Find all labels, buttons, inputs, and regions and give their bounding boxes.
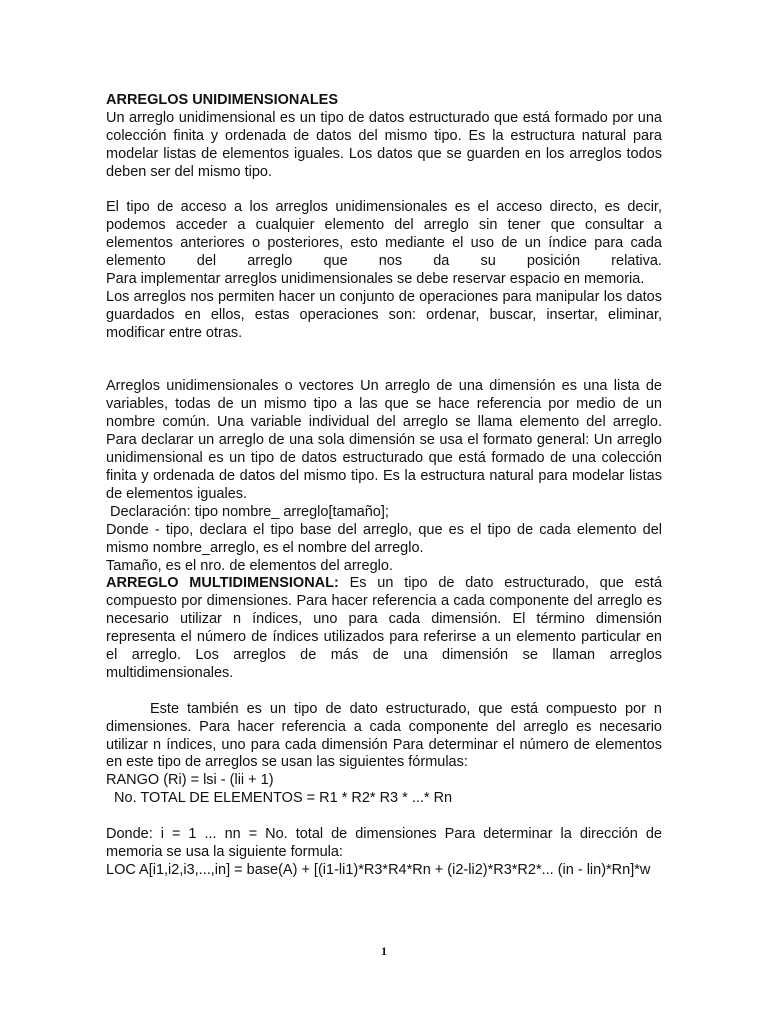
spread-word: posición [526, 253, 581, 270]
blank-line [106, 683, 662, 701]
page-number: 1 [381, 944, 387, 958]
spread-word: relativa. [611, 253, 662, 270]
blank-line [106, 182, 662, 200]
formula-total: No. TOTAL DE ELEMENTOS = R1 * R2* R3 * ...* Rn [106, 790, 453, 807]
section-heading: ARREGLOS UNIDIMENSIONALES [106, 92, 339, 108]
multi-text: Es un tipo de dato estructurado, que está compuesto por dimensiones. Para hacer referencia a cada componente del arreglo es necesario utilizar n índices, uno para cada dimensión. El término dimensión representa el número de índices utilizados para referirse a un elemento particular en el arreglo. Los arreglos de más de una dimensión se llaman arreglos multidimensionales. [106, 575, 663, 681]
paragraph-multidimensional [106, 575, 662, 682]
paragraph-size: Tamaño, es el nro. de elementos del arreglo. [106, 557, 393, 574]
spread-word: su [480, 253, 496, 270]
paragraph-access-last-line [106, 253, 662, 271]
spread-word: arreglo [247, 253, 293, 270]
multi-heading: ARREGLO MULTIDIMENSIONAL: [106, 575, 339, 592]
paragraph-operations: Los arreglos nos permiten hacer un conjunto de operaciones para manipular los datos guardados en ellos, estas operaciones son: ordenar, buscar, insertar, eliminar, modificar entre otras. [106, 288, 662, 341]
paragraph-where: Donde - tipo, declara el tipo base del arreglo, que es el tipo de cada elemento del mismo nombre_arreglo, es el nombre del arreglo. [106, 521, 662, 556]
paragraph-where-dimensions: Donde: i = 1 ... nn = No. total de dimensiones Para determinar la dirección de memoria se usa la siguiente formula: [106, 826, 662, 860]
formula-loc: LOC A[i1,i2,i3,...,in] = base(A) + [(i1-li1)*R3*R4*Rn + (i2-li2)*R3*R2*... (in - lin)*Rn]*w [106, 861, 651, 878]
spread-word: da [433, 253, 450, 270]
paragraph-memory: Para implementar arreglos unidimensionales se debe reservar espacio en memoria. [106, 271, 645, 288]
paragraph-access: El tipo de acceso a los arreglos unidimensionales es el acceso directo, es decir, podemos acceder a cualquier elemento del arreglo sin tener que consultar a elementos anteriores o posteriores, esto mediante el uso de un índice para cada [106, 199, 662, 252]
formula-rango: RANGO (Ri) = lsi - (lii + 1) [106, 772, 274, 789]
spread-word: del [196, 253, 217, 270]
paragraph-multi-detail: Este también es un tipo de dato estructurado, que está compuesto por n dimensiones. Para hacer referencia a cada componente del arreglo es necesario utilizar n índices, uno para cada dimensión Para determinar el número de elementos en este tipo de arreglos se usan las siguientes fórmulas: [106, 700, 662, 771]
paragraph-intro: Un arreglo unidimensional es un tipo de datos estructurado que está formado por una colección finita y ordenada de datos del mismo tipo. Es la estructura natural para modelar listas de elementos iguales. Los datos que se guarden en los arreglos todos deben ser del mismo tipo. [106, 109, 662, 180]
declaration-line: Declaración: tipo nombre_ arreglo[tamaño]; [106, 503, 389, 520]
spread-word: elemento [106, 253, 166, 270]
spread-word: nos [378, 253, 403, 270]
document-body [106, 92, 662, 880]
spread-word: que [323, 253, 348, 270]
paragraph-vectors: Arreglos unidimensionales o vectores Un arreglo de una dimensión es una lista de variables, todas de un mismo tipo a las que se hace referencia por medio de un nombre común. Una variable individual del arreglo se llama elemento del arreglo. Para declarar un arreglo de una sola dimensión se usa el formato general: Un arreglo unidimensional es un tipo de datos estructurado que está formado de una colección finita y ordenada de datos del mismo tipo. Es la estructura natural para modelar listas de elementos iguales. [106, 378, 662, 502]
blank-line [106, 343, 662, 379]
blank-line [106, 808, 662, 826]
